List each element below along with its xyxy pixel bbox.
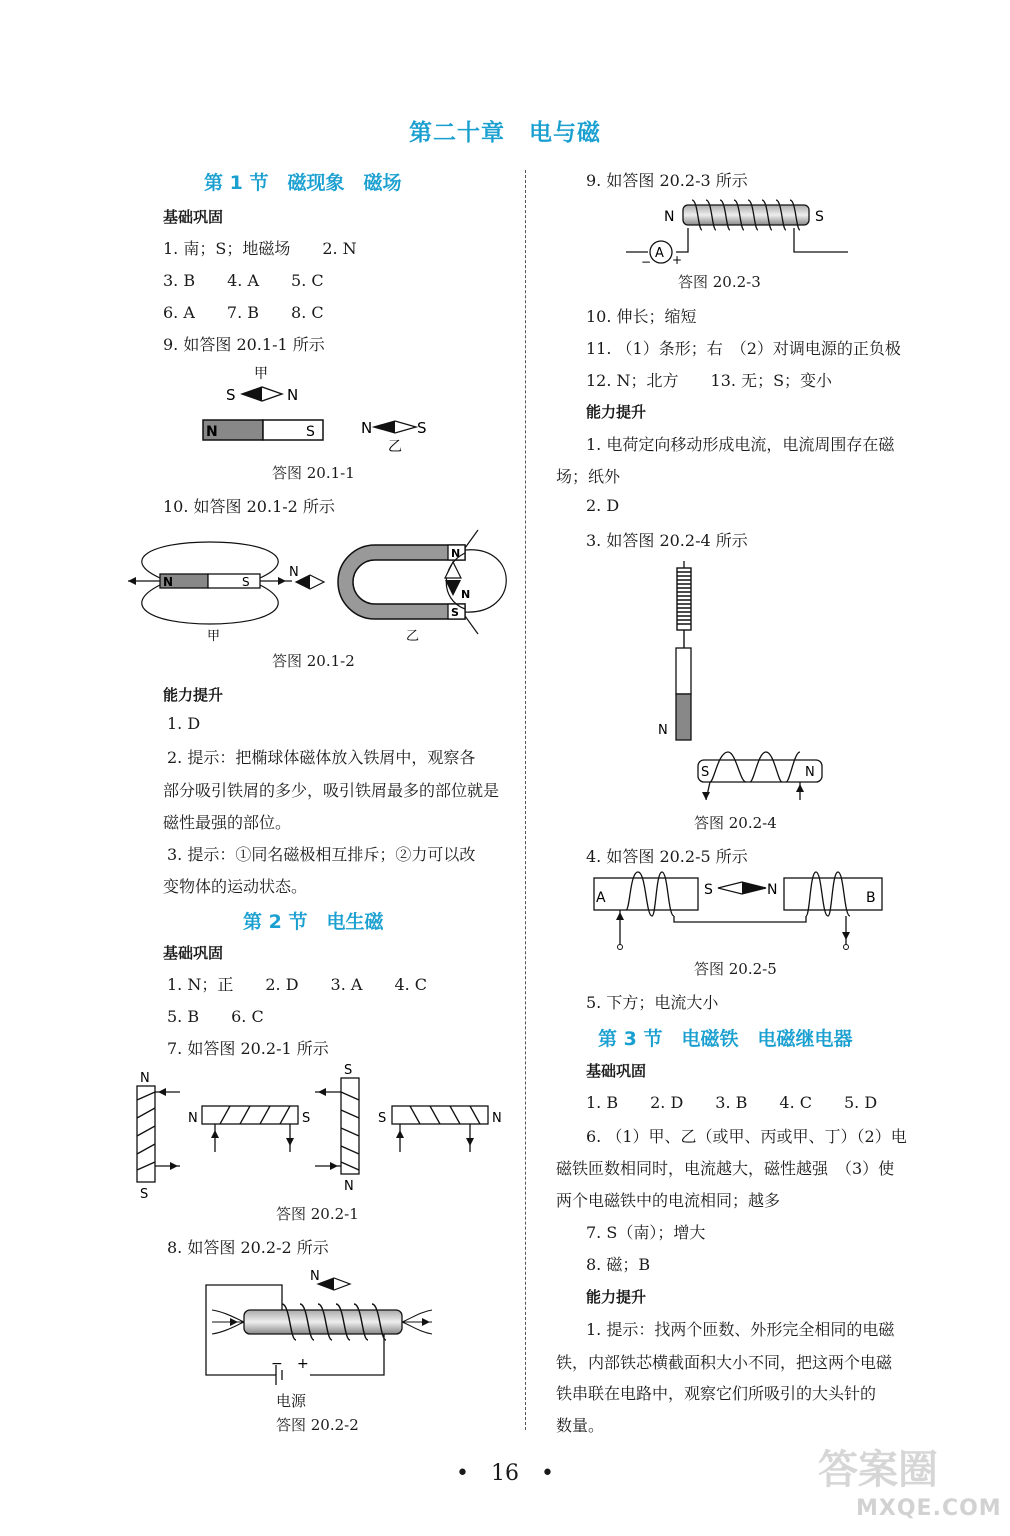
section-3-title: 第 3 节 电磁铁 电磁继电器: [598, 1028, 853, 1050]
compass-needle-2-dark-icon: [374, 421, 395, 433]
magnet-upper: [676, 648, 691, 694]
sec1-basic-heading: 基础巩固: [163, 208, 224, 226]
caption-20-2-2: 答图 20.2-2: [276, 1416, 359, 1434]
answer-line: 5. B 6. C: [167, 1007, 264, 1026]
answer-line: 9. 如答图 20.1-1 所示: [163, 335, 325, 354]
sec1-ability-heading: 能力提升: [163, 686, 224, 704]
watermark-url: MXQE.COM: [856, 1496, 1002, 1521]
answer-line: 磁铁匝数相同时，电流越大，磁性越强 （3）使: [556, 1159, 895, 1178]
label-jia: 甲: [207, 629, 221, 644]
column-divider: [525, 170, 526, 1430]
answer-line: 4. 如答图 20.2-5 所示: [586, 847, 748, 866]
caption-20-2-5: 答图 20.2-5: [694, 960, 777, 978]
arrow-icon: [842, 932, 850, 940]
arrow-icon: [170, 1162, 178, 1170]
label-jia: 甲: [254, 366, 268, 382]
pole-s-label: S: [451, 606, 459, 619]
compass-n-label: N: [767, 882, 778, 898]
spring: [677, 568, 691, 648]
pole-label: S: [378, 1111, 387, 1126]
answer-line: 1. 提示：找两个匝数、外形完全相同的电磁: [586, 1320, 895, 1339]
arrow-icon: [211, 1130, 219, 1138]
answer-line: 变物体的运动状态。: [163, 877, 308, 896]
solenoid-4: [392, 1106, 488, 1124]
answer-line: 1. 南；S；地磁场 2. N: [163, 239, 357, 258]
pole-label: N: [492, 1111, 502, 1126]
answer-line: 11. （1）条形；右 （2）对调电源的正负极: [586, 339, 901, 358]
label-s-2: S: [417, 419, 427, 437]
caption-20-2-3: 答图 20.2-3: [678, 273, 761, 291]
bar-magnet-s-half: [208, 574, 260, 588]
answer-line: 8. 磁；B: [586, 1255, 651, 1274]
ammeter-minus: −: [641, 255, 652, 269]
pole-n-label: N: [451, 547, 461, 560]
solenoid-2: [202, 1106, 298, 1124]
compass-needle-dark-icon: [242, 387, 262, 401]
page-number: • 16 •: [456, 1461, 554, 1486]
label-n-2: N: [361, 419, 373, 437]
pole-n-label: N: [805, 765, 815, 780]
compass-n-label: N: [289, 565, 299, 580]
compass-s-label: S: [704, 882, 713, 898]
ability-heading: 能力提升: [586, 403, 647, 421]
arrow-icon: [396, 1130, 404, 1138]
pole-s-label: S: [815, 209, 824, 225]
label-b: B: [866, 890, 876, 906]
answer-line: 12. N；北方 13. 无；S；变小: [586, 371, 833, 390]
solenoid-core: [683, 205, 809, 225]
answer-line: 7. S（南）；增大: [586, 1223, 706, 1242]
compass-n-label: N: [310, 1269, 320, 1284]
ammeter-plus: +: [672, 253, 683, 267]
compass-needle-dark-icon: [742, 882, 766, 894]
answer-line: 铁，内部铁芯横截面积大小不同，把这两个电磁: [556, 1353, 893, 1372]
compass-n-label-2: N: [461, 588, 471, 601]
answer-line: 3. 如答图 20.2-4 所示: [586, 531, 748, 550]
magnet-lower: [676, 694, 691, 740]
chapter-title: 第二十章 电与磁: [409, 120, 601, 146]
answer-line: 8. 如答图 20.2-2 所示: [167, 1238, 329, 1257]
label-n: N: [287, 386, 299, 404]
magnet-n-label: N: [658, 723, 668, 738]
caption-20-1-1: 答图 20.1-1: [272, 464, 355, 482]
arrow-icon: [616, 912, 624, 920]
answer-line: 1. B 2. D 3. B 4. C 5. D: [586, 1093, 878, 1112]
magnet-n-label: N: [163, 575, 174, 589]
minus-label: −: [271, 1356, 283, 1372]
answer-line: 6. A 7. B 8. C: [163, 303, 324, 322]
compass-up-icon: [445, 562, 461, 578]
power-label: 电源: [276, 1392, 307, 1410]
label-yi: 乙: [388, 439, 402, 455]
magnet-s-label: S: [306, 424, 315, 440]
answer-line: 6. （1）甲、乙（或甲、丙或甲、丁）（2）电: [586, 1127, 907, 1146]
answer-line: 场；纸外: [556, 467, 621, 486]
caption-20-1-2: 答图 20.1-2: [272, 652, 355, 670]
solenoid: [698, 760, 822, 782]
terminal-icon: [618, 945, 623, 950]
magnet-n-label: N: [206, 424, 218, 440]
answer-line: 3. 提示：①同名磁极相互排斥；②力可以改: [167, 845, 476, 864]
magnet-s-label: S: [242, 575, 250, 589]
arrow-icon: [286, 1138, 294, 1146]
answer-line: 部分吸引铁屑的多少，吸引铁屑最多的部位就是: [163, 781, 500, 800]
arrow-icon: [278, 577, 286, 585]
answer-line: 数量。: [556, 1416, 605, 1435]
answer-line: 1. N；正 2. D 3. A 4. C: [167, 975, 428, 994]
pole-label: N: [188, 1111, 198, 1126]
arrow-icon: [318, 1088, 326, 1096]
answer-line: 两个电磁铁中的电流相同；越多: [556, 1191, 781, 1210]
plus-label: +: [297, 1356, 309, 1372]
pole-label: S: [302, 1111, 311, 1126]
arrow-icon: [702, 792, 710, 800]
caption-20-2-1: 答图 20.2-1: [276, 1205, 359, 1223]
section-1-title: 第 1 节 磁现象 磁场: [204, 172, 402, 194]
pole-s-label: S: [701, 765, 710, 780]
pole-label: N: [344, 1179, 354, 1194]
terminal-icon: [844, 945, 849, 950]
answer-line: 3. B 4. A 5. C: [163, 271, 324, 290]
sec2-basic-heading: 基础巩固: [163, 944, 224, 962]
pole-label: S: [140, 1187, 149, 1202]
answer-line: 铁串联在电路中，观察它们所吸引的大头针的: [556, 1384, 877, 1403]
pole-label: S: [344, 1063, 353, 1078]
arrow-icon: [796, 784, 804, 792]
arrow-icon: [158, 1088, 166, 1096]
label-s: S: [226, 386, 236, 404]
answer-line: 5. 下方；电流大小: [586, 993, 719, 1012]
caption-20-2-4: 答图 20.2-4: [694, 814, 777, 832]
arrow-icon: [128, 577, 136, 585]
answer-line: 10. 伸长；缩短: [586, 307, 697, 326]
arrow-icon: [466, 1138, 474, 1146]
arrow-icon: [330, 1162, 338, 1170]
sec3-ability-heading: 能力提升: [586, 1288, 647, 1306]
sec3-basic-heading: 基础巩固: [586, 1062, 647, 1080]
answer-line: 7. 如答图 20.2-1 所示: [167, 1039, 329, 1058]
answer-line: 2. 提示：把椭球体磁体放入铁屑中，观察各: [167, 748, 476, 767]
compass-needle-dark-icon: [318, 1278, 334, 1290]
solenoid-3: [341, 1078, 359, 1174]
answer-line: 磁性最强的部位。: [163, 813, 292, 832]
answer-line: 10. 如答图 20.1-2 所示: [163, 497, 335, 516]
answer-line: 2. D: [586, 496, 620, 515]
arrow-icon: [422, 1318, 430, 1326]
answer-line: 9. 如答图 20.2-3 所示: [586, 171, 748, 190]
pole-n-label: N: [664, 209, 675, 225]
watermark-logo: 答案圈: [818, 1447, 938, 1493]
answer-line: 1. D: [167, 714, 201, 733]
section-2-title: 第 2 节 电生磁: [243, 911, 384, 933]
label-yi: 乙: [406, 629, 420, 644]
circuit-wires: [206, 1285, 384, 1385]
answer-line: 1. 电荷定向移动形成电流，电流周围存在磁: [586, 435, 895, 454]
ammeter-label: A: [655, 246, 664, 261]
label-a: A: [596, 890, 606, 906]
pole-label: N: [140, 1071, 150, 1086]
